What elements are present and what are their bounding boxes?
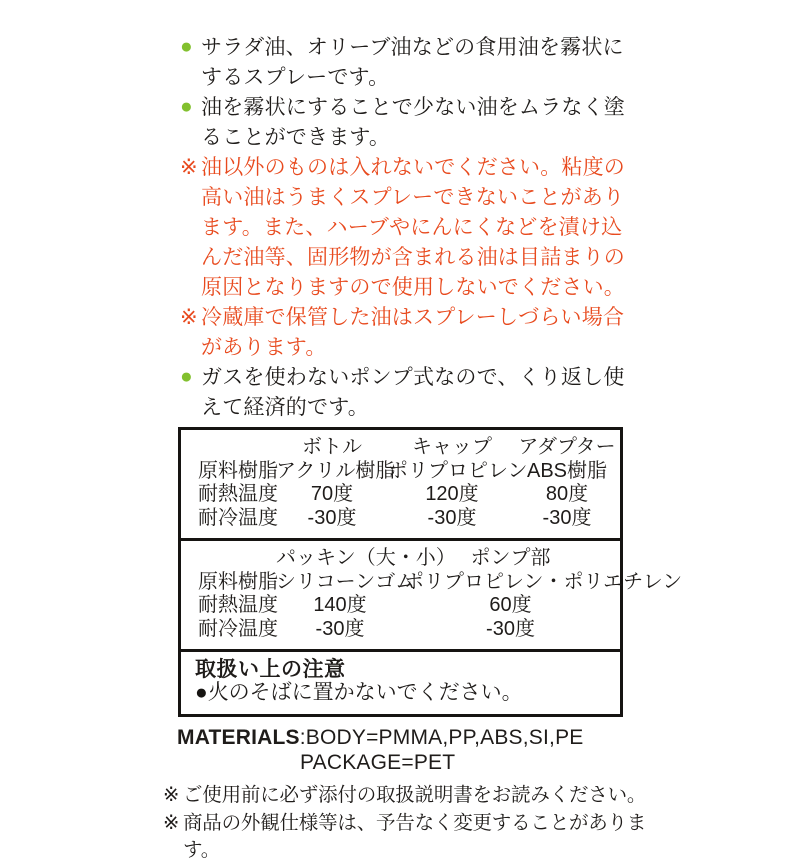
row-label: 原料樹脂 (198, 570, 278, 593)
asterisk-icon: ※ (180, 156, 198, 179)
warning-item-oil-only (180, 153, 632, 303)
warning-item-refrigerated (180, 303, 632, 363)
handling-note-item (195, 681, 606, 705)
cell-value: -30度 (307, 506, 357, 529)
table-header-row (181, 547, 620, 571)
cell-value: アクリル樹脂 (276, 459, 396, 482)
handling-note-section (181, 649, 620, 714)
feature-item-pump (180, 363, 632, 423)
spec-section-bottle-cap-adapter (181, 430, 620, 538)
cell-value: 70度 (310, 483, 354, 505)
handling-note-title: 取扱い上の注意 (195, 658, 346, 681)
handling-note-text: 火のそばに置かないでください。 (207, 681, 523, 704)
cell-value: ポリプロピレン (388, 459, 528, 482)
feature-text: サラダ油、オリーブ油などの食用油を霧状にするスプレーです。 (201, 36, 624, 89)
cell-value: ABS樹脂 (526, 459, 608, 482)
table-header-row (181, 436, 620, 460)
header-cell-adapter: アダプター (518, 436, 616, 458)
asterisk-icon: ※ (163, 811, 180, 834)
materials-body: :BODY=PMMA,PP,ABS,SI,PE (299, 726, 584, 749)
bullet-icon: ● (195, 681, 208, 704)
table-row (181, 618, 620, 642)
cell-value: ポリプロピレン・ポリエチレン (404, 570, 683, 593)
warning-text: 油以外のものは入れないでください。粘度の高い油はうまくスプレーできないことがあります。また、ハーブやにんにくなどを漬け込んだ油等、固形物が含まれる油は目詰まりの原因となりますので使用しないでください。 (201, 156, 625, 299)
asterisk-icon: ※ (180, 306, 198, 329)
cell-value: -30度 (486, 617, 535, 640)
bullet-icon: ● (180, 95, 193, 118)
footnote-read-manual (163, 782, 651, 810)
spec-table (178, 427, 683, 717)
row-label: 原料樹脂 (198, 459, 278, 482)
table-row (181, 507, 620, 531)
header-cell-bottle: ボトル (302, 436, 362, 458)
row-label: 耐冷温度 (198, 506, 278, 529)
cell-value: -30度 (542, 506, 592, 529)
row-label: 耐冷温度 (198, 617, 278, 640)
cell-value: 140度 (313, 594, 367, 616)
feature-text: ガスを使わないポンプ式なので、くり返し使えて経済的です。 (201, 366, 625, 419)
header-cell-packing: パッキン（大・小） (276, 547, 456, 569)
warning-text: 冷蔵庫で保管した油はスプレーしづらい場合があります。 (201, 306, 625, 359)
bullet-icon: ● (180, 35, 193, 58)
table-row (181, 460, 620, 484)
cell-value: 120度 (425, 483, 479, 505)
header-cell-cap: キャップ (412, 436, 492, 458)
cell-value: 80度 (545, 483, 589, 505)
cell-value: シリコーンゴム (276, 570, 416, 593)
row-label: 耐熱温度 (198, 594, 278, 616)
header-cell-empty (181, 436, 276, 460)
table-row (181, 570, 683, 595)
footnote-text: ご使用前に必ず添付の取扱説明書をお読みください。 (183, 784, 647, 806)
feature-item-even-coat (180, 93, 632, 153)
cell-value: -30度 (427, 506, 477, 529)
table-row (181, 594, 620, 618)
materials-label: MATERIALS (177, 726, 300, 749)
cell-value: 60度 (489, 594, 532, 616)
materials-line2: PACKAGE=PET (300, 750, 456, 774)
asterisk-icon: ※ (163, 784, 180, 806)
cell-value: -30度 (315, 617, 365, 640)
materials-block (177, 726, 651, 775)
description-list (180, 33, 632, 423)
feature-item-spray (180, 33, 632, 93)
product-info-label (163, 0, 683, 865)
feature-text: 油を霧状にすることで少ない油をムラなく塗ることができます。 (201, 96, 625, 149)
table-row (181, 483, 620, 507)
spec-section-packing-pump (181, 538, 683, 649)
header-cell-empty (181, 547, 276, 571)
footnote-text: 商品の外観仕様等は、予告なく変更することがあります。 (183, 811, 647, 861)
footnote-spec-change (163, 810, 651, 865)
header-cell-pump: ポンプ部 (470, 547, 551, 569)
bullet-icon: ● (180, 365, 193, 388)
footnotes (163, 782, 651, 865)
materials-line1 (177, 726, 651, 751)
row-label: 耐熱温度 (198, 483, 278, 505)
